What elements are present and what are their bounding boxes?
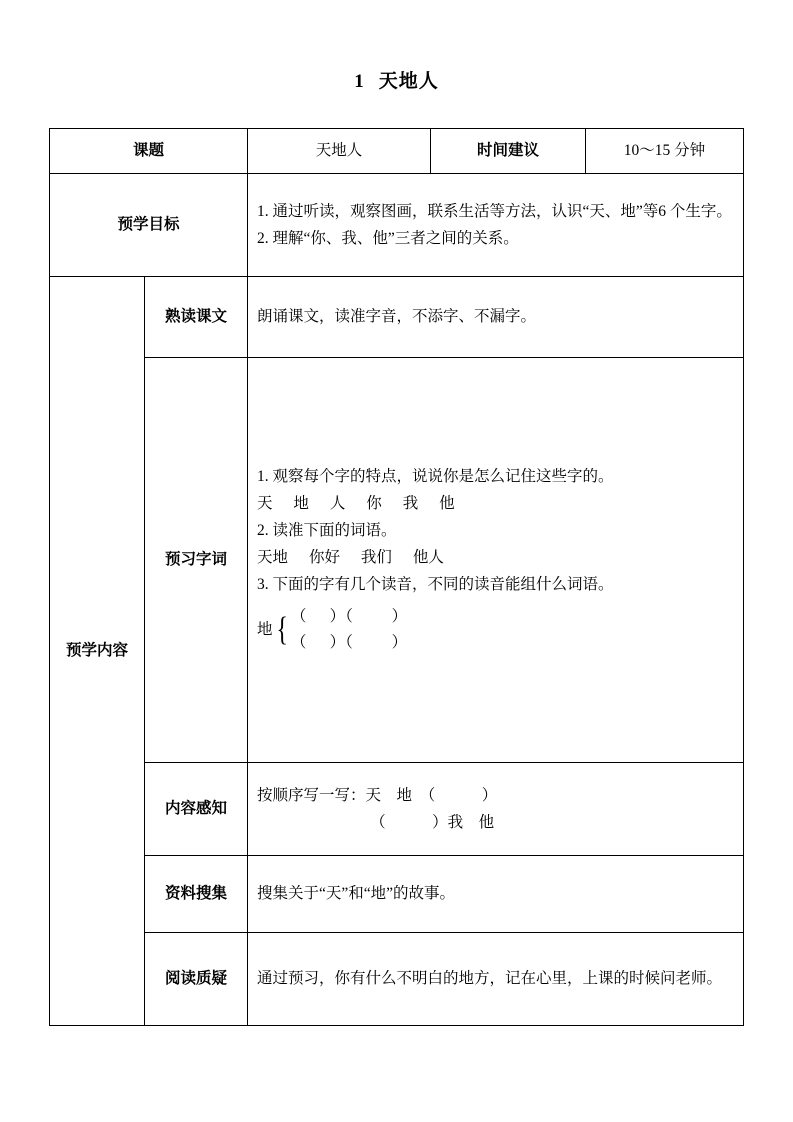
table-row-sense — [49, 763, 743, 856]
table-row-read — [49, 277, 743, 358]
table-row-words — [49, 358, 743, 763]
words-chars: 天 地 人 你 我 他 — [257, 494, 464, 512]
polyphone-brace-group — [257, 604, 734, 655]
word-item: 他人 — [412, 549, 444, 566]
page-title — [0, 0, 793, 93]
goal-content — [248, 174, 744, 277]
left-brace-icon: { — [275, 611, 288, 649]
doubt-content: 通过预习，你有什么不明白的地方，记在心里，上课的时候问老师。 — [248, 933, 744, 1026]
words-list — [257, 544, 734, 571]
sense-content — [248, 763, 744, 856]
data-content: 搜集关于“天”和“地”的故事。 — [248, 856, 744, 933]
word-item: 我们 — [360, 549, 392, 566]
page-title-text: 天地人 — [378, 71, 439, 92]
topic-value: 天地人 — [248, 129, 431, 174]
sense-line-2: （ ）我 他 — [370, 814, 495, 831]
content-label: 预学内容 — [49, 277, 144, 1026]
word-item: 你好 — [308, 549, 340, 566]
topic-label: 课题 — [49, 129, 247, 174]
polyphone-char: 地 — [257, 621, 273, 639]
table-row-doubt — [49, 933, 743, 1026]
words-line-3: 3. 下面的字有几个读音，不同的读音能组什么词语。 — [257, 576, 614, 594]
sense-line-1: 按顺序写一写：天 地 （ ） — [257, 786, 498, 804]
page-title-number: 1 — [354, 71, 365, 92]
goal-label: 预学目标 — [49, 174, 247, 277]
words-line-1: 1. 观察每个字的特点，说说你是怎么记住这些字的。 — [257, 467, 614, 485]
doubt-label: 阅读质疑 — [144, 933, 247, 1026]
polyphone-blank-row: （ ）（ ） — [290, 608, 408, 626]
words-line-2: 2. 读准下面的词语。 — [257, 521, 397, 539]
read-content: 朗诵课文，读准字音，不添字、不漏字。 — [248, 277, 744, 358]
time-value: 10～15 分钟 — [586, 129, 744, 174]
table-row-goal — [49, 174, 743, 277]
goal-line-1: 1. 通过听读，观察图画，联系生活等方法，认识“天、地”等6 个生字。 — [257, 202, 732, 220]
polyphone-blank-rows — [291, 604, 407, 655]
goal-line-2: 2. 理解“你、我、他”三者之间的关系。 — [257, 230, 519, 247]
words-label: 预习字词 — [144, 358, 247, 763]
time-label: 时间建议 — [431, 129, 586, 174]
read-label: 熟读课文 — [144, 277, 247, 358]
words-content — [248, 358, 744, 763]
polyphone-blank-row: （ ）（ ） — [290, 633, 408, 651]
data-label: 资料搜集 — [144, 856, 247, 933]
table-row-data — [49, 856, 743, 933]
table-row-topic — [49, 129, 743, 174]
lesson-preview-table — [49, 128, 744, 1026]
word-item: 天地 — [257, 549, 289, 566]
sense-label: 内容感知 — [144, 763, 247, 856]
